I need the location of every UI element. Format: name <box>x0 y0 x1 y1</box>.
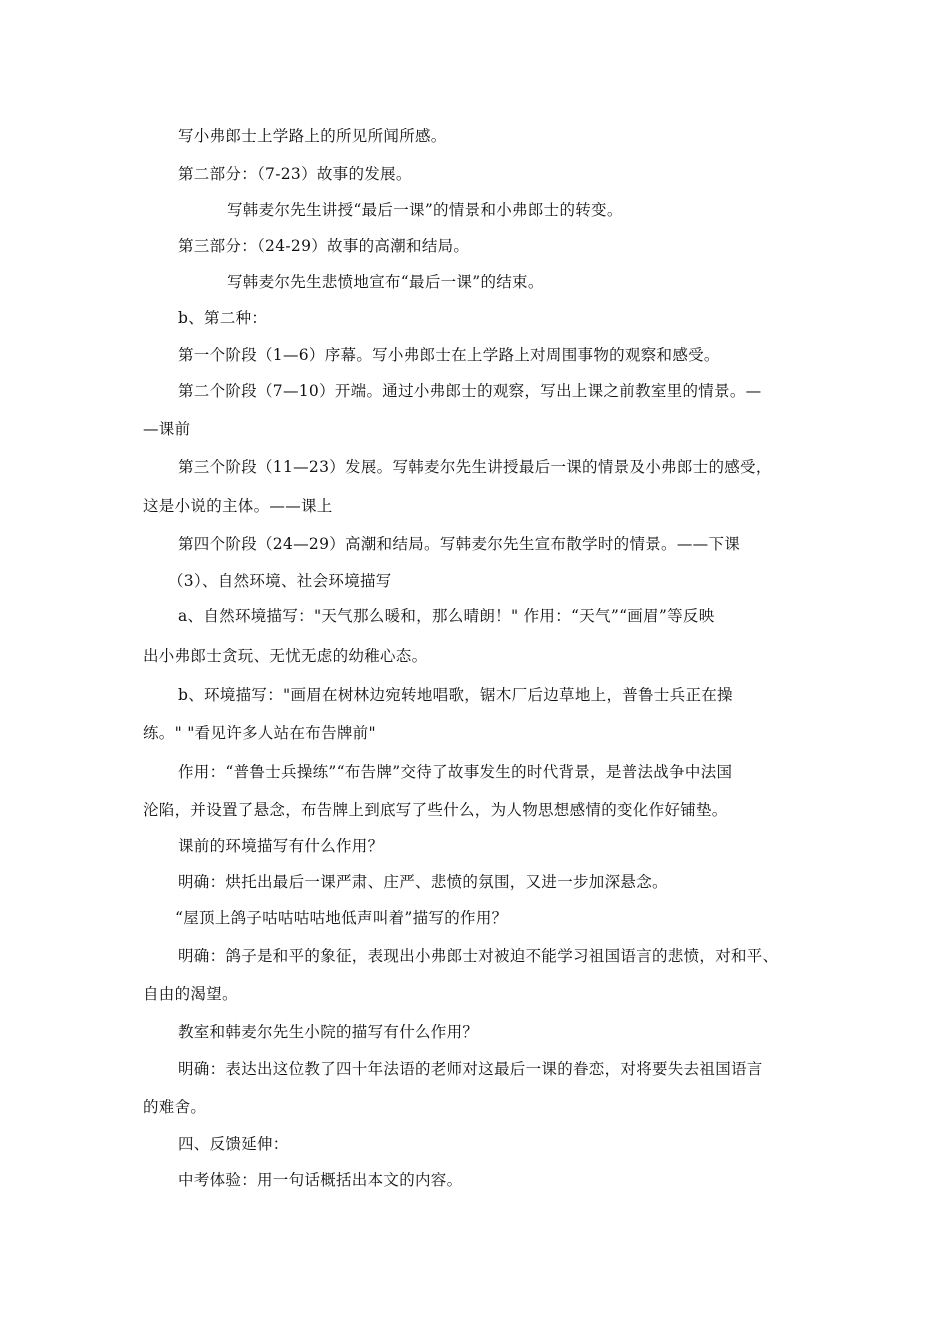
text-line: a、自然环境描写："天气那么暖和，那么晴朗！" 作用：“天气”“画眉”等反映 <box>178 607 715 625</box>
text-line: 写小弗郎士上学路上的所见所闻所感。 <box>178 127 447 145</box>
text-line: 第二部分：（7-23）故事的发展。 <box>178 165 412 183</box>
text-line: 的难舍。 <box>143 1098 207 1116</box>
text-line: 练。" "看见许多人站在布告牌前" <box>143 724 376 742</box>
text-line: 教室和韩麦尔先生小院的描写有什么作用？ <box>178 1023 479 1041</box>
text-line: b、第二种： <box>178 309 268 327</box>
text-line: 第三个阶段（11—23）发展。写韩麦尔先生讲授最后一课的情景及小弗郎士的感受， <box>178 458 772 476</box>
text-line: 第三部分：（24-29）故事的高潮和结局。 <box>178 237 470 255</box>
text-line: （3）、自然环境、社会环境描写 <box>168 572 392 590</box>
text-line: 出小弗郎士贪玩、无忧无虑的幼稚心态。 <box>143 647 428 665</box>
text-line: 中考体验：用一句话概括出本文的内容。 <box>178 1171 463 1189</box>
text-line: 第四个阶段（24—29）高潮和结局。写韩麦尔先生宣布散学时的情景。——下课 <box>178 535 741 553</box>
text-line: 第一个阶段（1—6）序幕。写小弗郎士在上学路上对周围事物的观察和感受。 <box>178 346 720 364</box>
text-line: 明确：表达出这位教了四十年法语的老师对这最后一课的眷恋，对将要失去祖国语言 <box>178 1060 763 1078</box>
text-line: 课前的环境描写有什么作用？ <box>178 837 384 855</box>
text-line: 沦陷，并设置了悬念，布告牌上到底写了些什么，为人物思想感情的变化作好铺垫。 <box>143 801 728 819</box>
text-line: b、环境描写："画眉在树林边宛转地唱歌，锯木厂后边草地上，普鲁士兵正在操 <box>178 686 733 704</box>
text-line: 明确：鸽子是和平的象征，表现出小弗郎士对被迫不能学习祖国语言的悲愤，对和平、 <box>178 947 779 965</box>
text-line: “屋顶上鸽子咕咕咕咕地低声叫着”描写的作用？ <box>175 909 508 927</box>
text-line: 写韩麦尔先生悲愤地宣布“最后一课”的结束。 <box>227 273 544 291</box>
text-line: 四、反馈延伸： <box>178 1135 289 1153</box>
text-line: 明确：烘托出最后一课严肃、庄严、悲愤的氛围，又进一步加深悬念。 <box>178 873 668 891</box>
text-line: 自由的渴望。 <box>143 985 238 1003</box>
text-line: —课前 <box>143 420 191 438</box>
text-line: 作用：“普鲁士兵操练”“布告牌”交待了故事发生的时代背景，是普法战争中法国 <box>178 763 733 781</box>
text-line: 第二个阶段（7—10）开端。通过小弗郎士的观察，写出上课之前教室里的情景。— <box>178 382 762 400</box>
text-line: 写韩麦尔先生讲授“最后一课”的情景和小弗郎士的转变。 <box>227 201 623 219</box>
text-line: 这是小说的主体。——课上 <box>143 497 333 515</box>
